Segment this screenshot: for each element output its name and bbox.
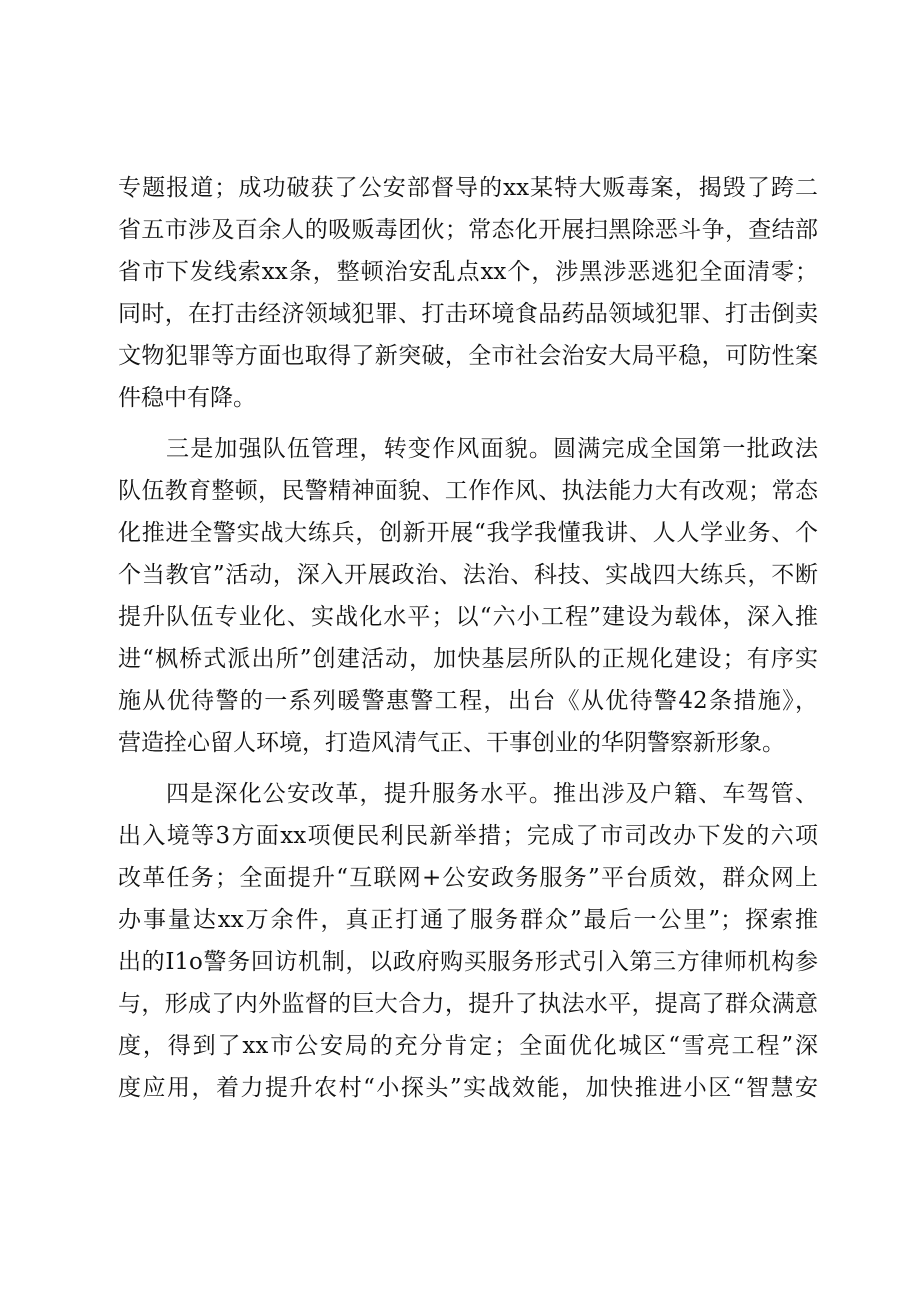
text-line: 施从优待警的一系列暖警惠警工程，出台《从优待警42条措施》， — [118, 688, 818, 714]
text-line: 个当教官”活动，深入开展政治、法治、科技、实战四大练兵，不断 — [118, 562, 818, 588]
text-line: 与，形成了内外监督的巨大合力，提升了执法水平，提高了群众满意 — [118, 991, 818, 1017]
text-line: 出入境等3方面xx项便民利民新举措；完成了市司改办下发的六项 — [118, 823, 818, 849]
text-line: 改革任务；全面提升“互联网+公安政务服务”平台质效，群众网上 — [118, 865, 818, 891]
text-line: 提升队伍专业化、实战化水平；以“六小工程”建设为载体，深入推 — [118, 604, 818, 630]
paragraph-heading-line: 三是加强队伍管理，转变作风面貌。圆满完成全国第一批政法 — [166, 436, 818, 462]
text-line: 进“枫桥式派出所”创建活动，加快基层所队的正规化建设；有序实 — [118, 646, 818, 672]
text-line: 件稳中有降。 — [118, 385, 256, 411]
text-line: 同时，在打击经济领域犯罪、打击环境食品药品领域犯罪、打击倒卖 — [118, 301, 818, 327]
text-line: 办事量达xx万余件，真正打通了服务群众”最后一公里”；探索推 — [118, 907, 818, 933]
text-line: 化推进全警实战大练兵，创新开展“我学我懂我讲、人人学业务、个 — [118, 520, 818, 546]
text-line: 省五市涉及百余人的吸贩毒团伙；常态化开展扫黑除恶斗争，查结部 — [118, 217, 818, 243]
text-line: 营造拴心留人环境，打造风清气正、干事创业的华阴警察新形象。 — [118, 730, 785, 756]
text-line: 文物犯罪等方面也取得了新突破，全市社会治安大局平稳，可防性案 — [118, 343, 818, 369]
text-line: 省市下发线索xx条，整顿治安乱点xx个，涉黑涉恶逃犯全面清零； — [118, 259, 818, 285]
text-line: 度应用，着力提升农村“小探头”实战效能，加快推进小区“智慧安 — [118, 1075, 818, 1101]
paragraph-heading-line: 四是深化公安改革，提升服务水平。推出涉及户籍、车驾管、 — [166, 781, 818, 807]
text-line: 专题报道；成功破获了公安部督导的xx某特大贩毒案，揭毁了跨二 — [118, 175, 818, 201]
text-line: 队伍教育整顿，民警精神面貌、工作作风、执法能力大有改观；常态 — [118, 478, 818, 504]
text-line: 度，得到了xx市公安局的充分肯定；全面优化城区“雪亮工程”深 — [118, 1033, 818, 1059]
text-line: 出的I1o警务回访机制，以政府购买服务形式引入第三方律师机构参 — [118, 949, 818, 975]
